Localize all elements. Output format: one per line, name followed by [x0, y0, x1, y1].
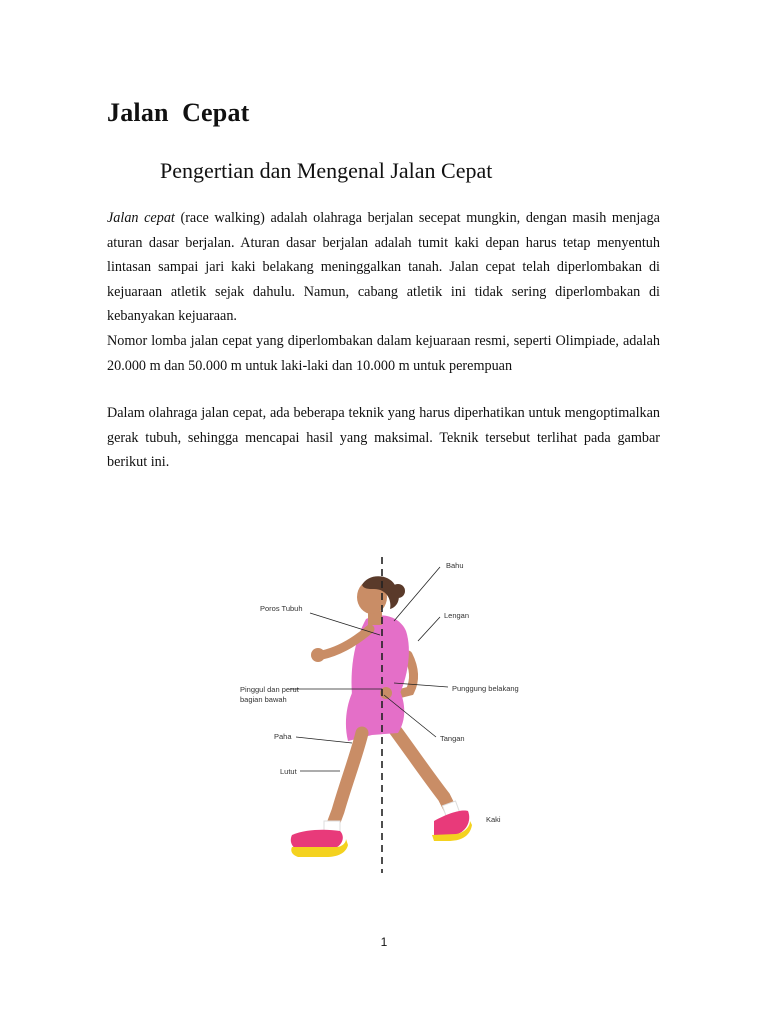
label-paha: Paha	[274, 732, 292, 741]
label-bahu: Bahu	[446, 561, 464, 570]
label-pinggul-line1: Pinggul dan perut	[240, 685, 299, 694]
pointer-lengan	[418, 617, 440, 641]
page-title: Jalan Cepat	[107, 98, 250, 127]
label-punggung: Punggung belakang	[452, 684, 519, 693]
shirt	[352, 615, 409, 695]
paragraph-definition-text: (race walking) adalah olahraga berjalan secepat mungkin, dengan masih menjaga aturan dasar berjalan. Aturan dasar berjalan adalah tumit kaki depan harus tetap menyentuh lintasan sampai jari kaki belakang meninggalkan tanah. Jalan cepat telah diperlombakan di kejuaraan atletik sejak dahulu. Namun, cabang atletik ini tidak sering diperlombakan di kebanyakan kejuaraan.	[107, 210, 660, 325]
front-leg	[332, 733, 362, 827]
label-tangan: Tangan	[440, 734, 465, 743]
front-fist	[311, 648, 325, 662]
label-lutut: Lutut	[280, 767, 297, 776]
label-poros-tubuh: Poros Tubuh	[260, 604, 303, 613]
hair-bun	[391, 584, 405, 598]
label-pinggul-line2: bagian bawah	[240, 695, 287, 704]
race-walker-illustration	[222, 545, 544, 877]
race-walking-figure	[222, 545, 544, 877]
paragraph-definition	[107, 206, 660, 329]
label-lengan: Lengan	[444, 611, 470, 620]
term-jalan-cepat: Jalan cepat	[107, 210, 175, 226]
page-number: 1	[380, 935, 388, 949]
pointer-paha	[296, 737, 352, 743]
front-shoe	[291, 830, 343, 849]
paragraph-race-distances: Nomor lomba jalan cepat yang diperlombakan dalam kejuaraan resmi, seperti Olimpiade, adalah 20.000 m dan 50.000 m untuk laki-laki dan 10.000 m untuk perempuan	[107, 333, 660, 374]
label-kaki: Kaki	[486, 815, 501, 824]
section-subtitle: Pengertian dan Mengenal Jalan Cepat	[160, 158, 493, 183]
paragraph-technique-intro: Dalam olahraga jalan cepat, ada beberapa teknik yang harus diperhatikan untuk mengoptimalkan gerak tubuh, sehingga mencapai hasil yang maksimal. Teknik tersebut terlihat pada gambar berikut ini.	[107, 405, 660, 471]
